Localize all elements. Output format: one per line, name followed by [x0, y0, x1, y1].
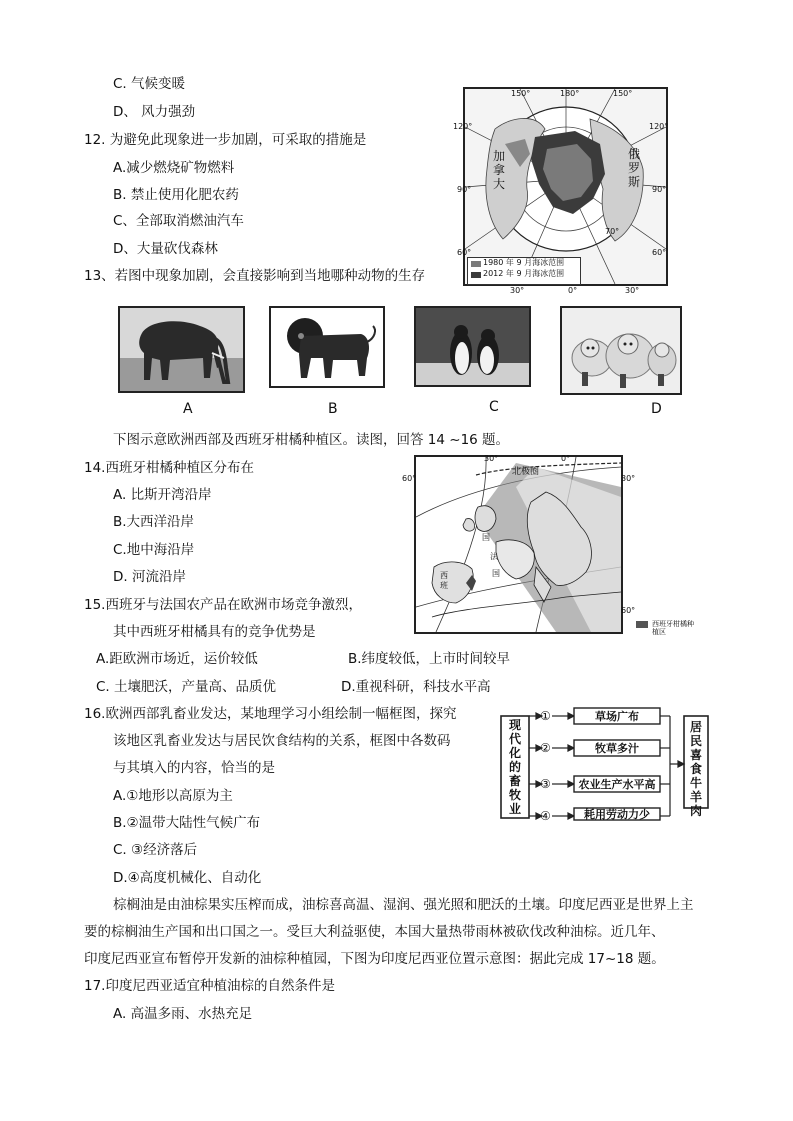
q16-stem-2: 该地区乳畜业发达与居民饮食结构的关系，框图中各数码 [113, 733, 451, 749]
q15-option-a: A.距欧洲市场近，运价较低 [96, 651, 258, 667]
eu-arctic-circle: 北极圈 [512, 467, 540, 477]
map-lon-bottom-3: 30° [625, 286, 640, 295]
q14-option-c: C.地中海沿岸 [113, 542, 195, 558]
map-lon-bottom-2: 0° [568, 286, 578, 295]
map-lon-top-2: 180° [560, 89, 580, 98]
photo-lion [269, 306, 385, 388]
eu-country-2: 法 [490, 552, 498, 561]
eu-legend-swatch [636, 621, 648, 628]
palm-line-3: 印度尼西亚宣布暂停开发新的油棕种植园，下图为印度尼西亚位置示意图：据此完成 17~18 题。 [84, 951, 665, 967]
flow-left-box: 现代化的畜牧业 [508, 718, 521, 816]
flow-item-2: 牧草多汁 [595, 742, 639, 755]
q12-option-b: B. 禁止使用化肥农药 [113, 187, 239, 203]
q16-stem-1: 16.欧洲西部乳畜业发达，某地理学习小组绘制一幅框图，探究 [84, 706, 457, 722]
map-lon-left-2: 90° [457, 185, 472, 194]
flow-diagram [500, 704, 710, 823]
map-label-russia: 俄罗斯 [628, 147, 641, 189]
flow-num-3: ③ [540, 777, 551, 791]
q15-option-d: D.重视科研，科技水平高 [341, 679, 491, 695]
eu-spain-2: 班 [440, 581, 448, 590]
map-inner-70: 70° [605, 227, 620, 236]
eu-legend-text: 西班牙柑橘种植区 [652, 620, 694, 636]
map-lon-right-3: 60° [652, 248, 667, 257]
label-b: B [328, 401, 338, 417]
map-label-canada: 加拿大 [493, 149, 506, 191]
q16-stem-3: 与其填入的内容，恰当的是 [113, 760, 275, 776]
legend-swatch-2012 [471, 272, 481, 278]
photo-polar-bears [560, 306, 682, 395]
q12-option-a: A.减少燃烧矿物燃料 [113, 160, 235, 176]
flow-item-4: 耗用劳动力少 [584, 808, 650, 821]
arctic-sea-ice-map [453, 87, 669, 286]
q15-option-c: C. 土壤肥沃，产量高、品质优 [96, 679, 277, 695]
q15-stem-2: 其中西班牙柑橘具有的竞争优势是 [113, 624, 316, 640]
photo-penguins [414, 306, 531, 387]
eu-country-3: 国 [492, 569, 500, 578]
eu-left-60: 60° [402, 474, 417, 483]
legend-2012: 2012 年 9 月海冰范围 [483, 269, 565, 278]
legend-1980: 1980 年 9 月海冰范围 [483, 258, 565, 267]
q14-option-d: D. 河流沿岸 [113, 569, 186, 585]
intro-14-16: 下图示意欧洲西部及西班牙柑橘种植区。读图，回答 14 ~16 题。 [113, 432, 510, 448]
eu-top-0: 0° [561, 454, 571, 463]
legend-swatch-1980 [471, 261, 481, 267]
eu-right-30: 30° [621, 474, 636, 483]
q16-option-d: D.④高度机械化、自动化 [113, 870, 262, 886]
label-a: A [183, 401, 193, 417]
palm-line-1: 棕榈油是由油棕果实压榨而成，油棕喜高温、湿润、强光照和肥沃的土壤。印度尼西亚是世界上主 [113, 897, 694, 913]
eu-spain-1: 西 [440, 571, 448, 580]
map-lon-bottom-1: 30° [510, 286, 525, 295]
flow-right-box: 居民喜食牛羊肉 [689, 720, 702, 818]
q12-option-d: D、大量砍伐森林 [113, 241, 218, 257]
map-lon-top-3: 150° [613, 89, 633, 98]
photo-elephant [118, 306, 245, 393]
q11-option-d: D、 风力强劲 [113, 104, 196, 120]
map-lon-top-1: 150° [511, 89, 531, 98]
q11-option-c: C. 气候变暖 [113, 76, 186, 92]
map-lon-left-1: 120° [453, 122, 473, 131]
map-lon-left-3: 60° [457, 248, 472, 257]
q15-stem-1: 15.西班牙与法国农产品在欧洲市场竞争激烈， [84, 597, 362, 613]
q13-stem: 13、若图中现象加剧，会直接影响到当地哪种动物的生存 [84, 268, 426, 284]
q17-option-a: A. 高温多雨、水热充足 [113, 1006, 253, 1022]
eu-right-60: 60° [621, 606, 636, 615]
q17-stem: 17.印度尼西亚适宜种植油棕的自然条件是 [84, 978, 335, 994]
q14-option-a: A. 比斯开湾沿岸 [113, 487, 212, 503]
flow-num-2: ② [540, 741, 551, 755]
q12-option-c: C、全部取消燃油汽车 [113, 213, 244, 229]
q14-stem: 14.西班牙柑橘种植区分布在 [84, 460, 254, 476]
q16-option-c: C. ③经济落后 [113, 842, 198, 858]
q16-option-b: B.②温带大陆性气候广布 [113, 815, 261, 831]
eu-country-1: 国 [482, 533, 490, 542]
flow-item-1: 草场广布 [595, 710, 639, 723]
eu-top-30: 30° [484, 454, 499, 463]
flow-num-1: ① [540, 709, 551, 723]
flow-item-3: 农业生产水平高 [578, 778, 656, 791]
map-lon-right-1: 120° [649, 122, 669, 131]
q12-stem: 12. 为避免此现象进一步加剧，可采取的措施是 [84, 132, 367, 148]
q15-option-b: B.纬度较低，上市时间较早 [348, 651, 511, 667]
label-d: D [651, 401, 662, 417]
palm-line-2: 要的棕榈油生产国和出口国之一。受巨大利益驱使，本国大量热带雨林被砍伐改种油棕。近几年、 [84, 924, 665, 940]
label-c: C [489, 399, 499, 415]
flow-num-4: ④ [540, 809, 551, 823]
map-lon-right-2: 90° [652, 185, 667, 194]
europe-citrus-map [402, 454, 636, 634]
q14-option-b: B.大西洋沿岸 [113, 514, 195, 530]
q16-option-a: A.①地形以高原为主 [113, 788, 233, 804]
